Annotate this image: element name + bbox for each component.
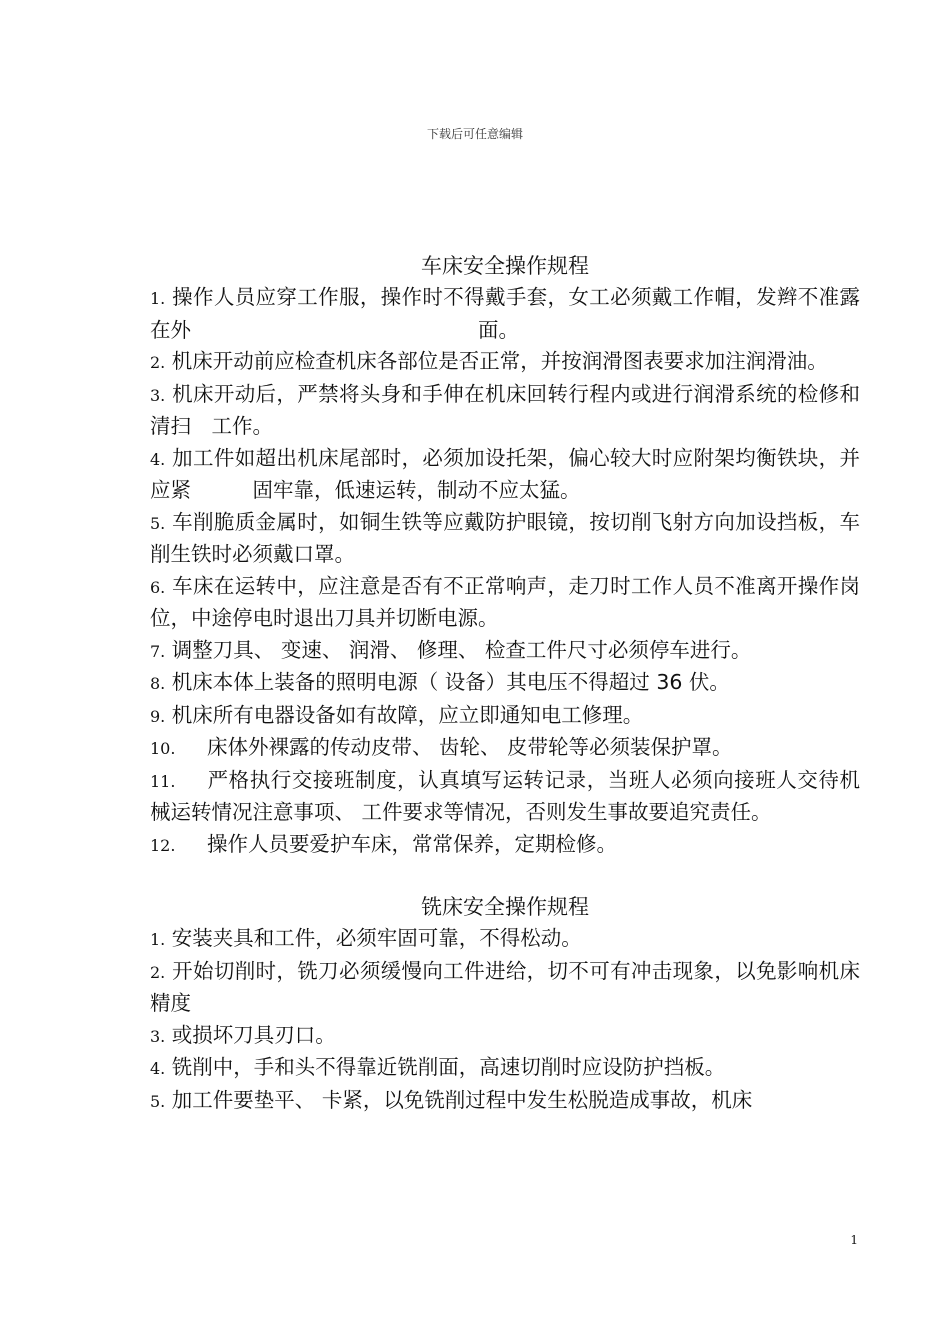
list-item <box>150 1085 860 1118</box>
list-item <box>150 507 860 571</box>
item-text: 机床本体上装备的照明电源（ 设备）其电压不得超过 36 伏。 <box>171 670 730 694</box>
item-number: 3. <box>150 1026 166 1046</box>
item-number: 5. <box>150 513 166 533</box>
list-item <box>150 379 860 443</box>
item-text: 调整刀具、 变速、 润滑、 修理、 检查工件尺寸必须停车进行。 <box>171 637 752 662</box>
item-number: 5. <box>150 1091 166 1111</box>
item-text: 机床开动后，严禁将头身和手伸在机床回转行程内或进行润滑系统的检修和清扫 工作。 <box>150 381 860 438</box>
list-item <box>150 1052 860 1085</box>
page-header: 下载后可任意编辑 <box>426 127 523 141</box>
item-text: 或损坏刀具刃口。 <box>171 1022 336 1047</box>
list-item <box>150 956 860 1020</box>
section-title-lathe: 车床安全操作规程 <box>421 254 589 278</box>
item-number: 7. <box>150 641 166 661</box>
item-number: 2. <box>150 962 166 982</box>
list-item <box>150 700 860 733</box>
item-number: 8. <box>150 674 166 693</box>
list-item <box>150 667 860 700</box>
item-text: 开始切削时，铣刀必须缓慢向工件进给，切不可有冲击现象，以免影响机床精度 <box>150 958 860 1015</box>
item-text: 严格执行交接班制度，认真填写运转记录，当班人必须向接班人交待机械运转情况注意事项、 工件要求等情况，否则发生事故要追究责任。 <box>150 767 860 824</box>
list-item <box>150 282 860 346</box>
item-number: 1. <box>150 289 166 308</box>
item-text: 车床在运转中，应注意是否有不正常响声，走刀时工作人员不准离开操作岗位，中途停电时退出刀具并切断电源。 <box>150 573 860 630</box>
item-number: 9. <box>150 706 166 726</box>
list-item <box>150 765 860 829</box>
list-item <box>150 923 860 956</box>
item-number: 4. <box>150 1059 166 1078</box>
item-text: 加工件要垫平、 卡紧，以免铣削过程中发生松脱造成事故，机床 <box>171 1087 753 1112</box>
list-item <box>150 829 860 862</box>
item-number: 6. <box>150 577 166 597</box>
section-title-milling: 铣床安全操作规程 <box>421 895 589 919</box>
item-text: 机床所有电器设备如有故障，应立即通知电工修理。 <box>171 702 644 727</box>
item-text: 铣削中，手和头不得靠近铣削面，高速切削时应设防护挡板。 <box>171 1055 726 1079</box>
item-text: 床体外裸露的传动皮带、 齿轮、 皮带轮等必须装保护罩。 <box>207 735 733 759</box>
list-item <box>150 732 860 765</box>
item-text: 车削脆质金属时，如铜生铁等应戴防护眼镜，按切削飞射方向加设挡板，车削生铁时必须戴口罩。 <box>150 509 860 566</box>
item-number: 4. <box>150 449 166 469</box>
item-text: 安装夹具和工件，必须牢固可靠，不得松动。 <box>171 926 582 950</box>
list-item <box>150 1020 860 1053</box>
item-number: 3. <box>150 385 166 405</box>
item-text: 操作人员应穿工作服，操作时不得戴手套，女工必须戴工作帽，发辫不准露在外 面。 <box>150 285 860 342</box>
page-number: 1 <box>850 1233 858 1247</box>
item-number: 11. <box>150 771 176 791</box>
item-number: 12. <box>150 835 176 855</box>
item-text: 操作人员要爱护车床，常常保养，定期检修。 <box>207 831 617 856</box>
item-number: 10. <box>150 739 176 758</box>
list-item <box>150 571 860 635</box>
list-item <box>150 346 860 379</box>
list-item <box>150 635 860 668</box>
item-number: 2. <box>150 353 166 372</box>
item-number: 1. <box>150 930 166 949</box>
list-item <box>150 443 860 507</box>
item-text: 加工件如超出机床尾部时，必须加设托架，偏心较大时应附架均衡铁块，并应紧 固牢靠，低速运转，制动不应太猛。 <box>150 445 860 502</box>
item-text: 机床开动前应检查机床各部位是否正常，并按润滑图表要求加注润滑油。 <box>171 349 828 373</box>
document-body <box>150 250 860 1117</box>
